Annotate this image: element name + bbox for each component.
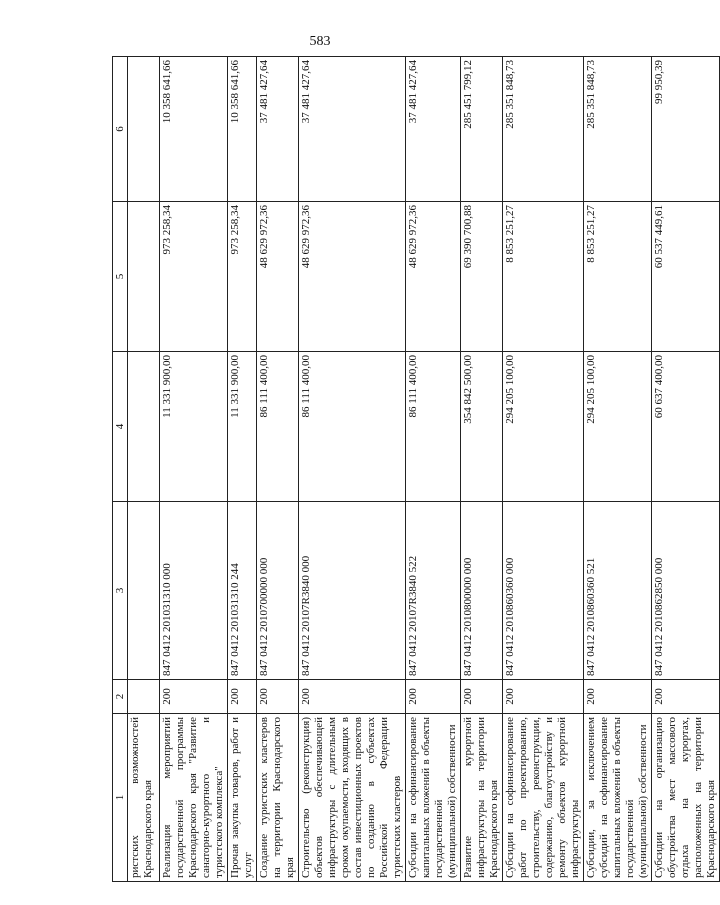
row-name: Развитие курортной инфраструктуры на территории Краснодарского края (461, 714, 503, 882)
column-header: 2 (113, 680, 128, 714)
row-admin: 200 (228, 680, 257, 714)
row-admin: 200 (160, 680, 228, 714)
table-row (257, 57, 299, 882)
row-extra: 37 481 427,64 (406, 57, 461, 202)
row-code: 847 0412 201031310 000 (160, 502, 228, 680)
row-name: Строительство (реконструкция) объектов обеспечивающей инфраструктуры с длительным сроком окупаемости, входящих в состав инвестиционных проектов по созданию в субъектах Российской Федерации туристских кластеров (299, 714, 406, 882)
row-plan: 86 111 400,00 (406, 352, 461, 502)
row-exec: 48 629 972,36 (257, 202, 299, 352)
row-code (128, 502, 160, 680)
row-extra: 285 351 848,73 (584, 57, 652, 202)
row-exec: 60 537 449,61 (652, 202, 720, 352)
row-admin: 200 (652, 680, 720, 714)
row-name: Субсидии на софинансирование работ по проектированию, строительству, реконструкции, содержанию, благоустройству и ремонту объектов курортной инфраструктуры (503, 714, 584, 882)
table-row (160, 57, 228, 882)
row-exec: 973 258,34 (228, 202, 257, 352)
row-exec: 48 629 972,36 (406, 202, 461, 352)
row-extra (128, 57, 160, 202)
row-admin: 200 (299, 680, 406, 714)
row-code: 847 0412 2010800000 000 (461, 502, 503, 680)
row-code: 847 0412 2010862850 000 (652, 502, 720, 680)
row-admin (128, 680, 160, 714)
row-name: Субсидии, за исключением субсидий на софинансирование капитальных вложений в объекты государственной (муниципальной) собственности (584, 714, 652, 882)
table-row (228, 57, 257, 882)
row-admin: 200 (503, 680, 584, 714)
row-exec: 48 629 972,36 (299, 202, 406, 352)
row-plan: 354 842 500,00 (461, 352, 503, 502)
row-extra: 10 358 641,66 (160, 57, 228, 202)
table-header-row (113, 57, 128, 882)
row-code: 847 0412 201031310 244 (228, 502, 257, 680)
row-extra: 37 481 427,64 (257, 57, 299, 202)
row-exec (128, 202, 160, 352)
rotated-table-container (112, 57, 717, 882)
row-code: 847 0412 2010700000 000 (257, 502, 299, 680)
row-admin: 200 (406, 680, 461, 714)
row-name: ристских возможностей Краснодарского края (128, 714, 160, 882)
row-plan: 60 637 400,00 (652, 352, 720, 502)
row-name: Реализация мероприятий государственной программы Краснодарского края "Развитие санаторно-курортного и туристского комплекса" (160, 714, 228, 882)
page-number: 583 (309, 34, 331, 49)
table-row (461, 57, 503, 882)
row-extra: 37 481 427,64 (299, 57, 406, 202)
table-row (406, 57, 461, 882)
row-extra: 285 451 799,12 (461, 57, 503, 202)
table-row (299, 57, 406, 882)
row-plan: 86 111 400,00 (299, 352, 406, 502)
row-plan: 11 331 900,00 (228, 352, 257, 502)
row-plan (128, 352, 160, 502)
row-plan: 294 205 100,00 (503, 352, 584, 502)
row-name: Субсидии на организацию обустройства мест массового отдыха на курортах, расположенных на территории Краснодарского края (652, 714, 720, 882)
row-code: 847 0412 2010860360 000 (503, 502, 584, 680)
row-admin: 200 (257, 680, 299, 714)
row-plan: 11 331 900,00 (160, 352, 228, 502)
row-exec: 69 390 700,88 (461, 202, 503, 352)
row-admin: 200 (584, 680, 652, 714)
row-code: 847 0412 2010860360 521 (584, 502, 652, 680)
row-name: Создание туристских кластеров на территории Краснодарского края (257, 714, 299, 882)
row-plan: 294 205 100,00 (584, 352, 652, 502)
table-row (584, 57, 652, 882)
budget-table (112, 56, 720, 882)
row-extra: 99 950,39 (652, 57, 720, 202)
row-name: Субсидии на софинансирование капитальных вложений в объекты государственной (муниципальной) собственности (406, 714, 461, 882)
column-header: 4 (113, 352, 128, 502)
row-code: 847 0412 20107R3840 000 (299, 502, 406, 680)
row-extra: 285 351 848,73 (503, 57, 584, 202)
table-row (128, 57, 160, 882)
row-extra: 10 358 641,66 (228, 57, 257, 202)
table-row (652, 57, 720, 882)
row-exec: 973 258,34 (160, 202, 228, 352)
row-exec: 8 853 251,27 (503, 202, 584, 352)
table-row (503, 57, 584, 882)
row-plan: 86 111 400,00 (257, 352, 299, 502)
column-header: 5 (113, 202, 128, 352)
row-name: Прочая закупка товаров, работ и услуг (228, 714, 257, 882)
row-exec: 8 853 251,27 (584, 202, 652, 352)
row-code: 847 0412 20107R3840 522 (406, 502, 461, 680)
column-header: 6 (113, 57, 128, 202)
column-header: 3 (113, 502, 128, 680)
row-admin: 200 (461, 680, 503, 714)
column-header: 1 (113, 714, 128, 882)
